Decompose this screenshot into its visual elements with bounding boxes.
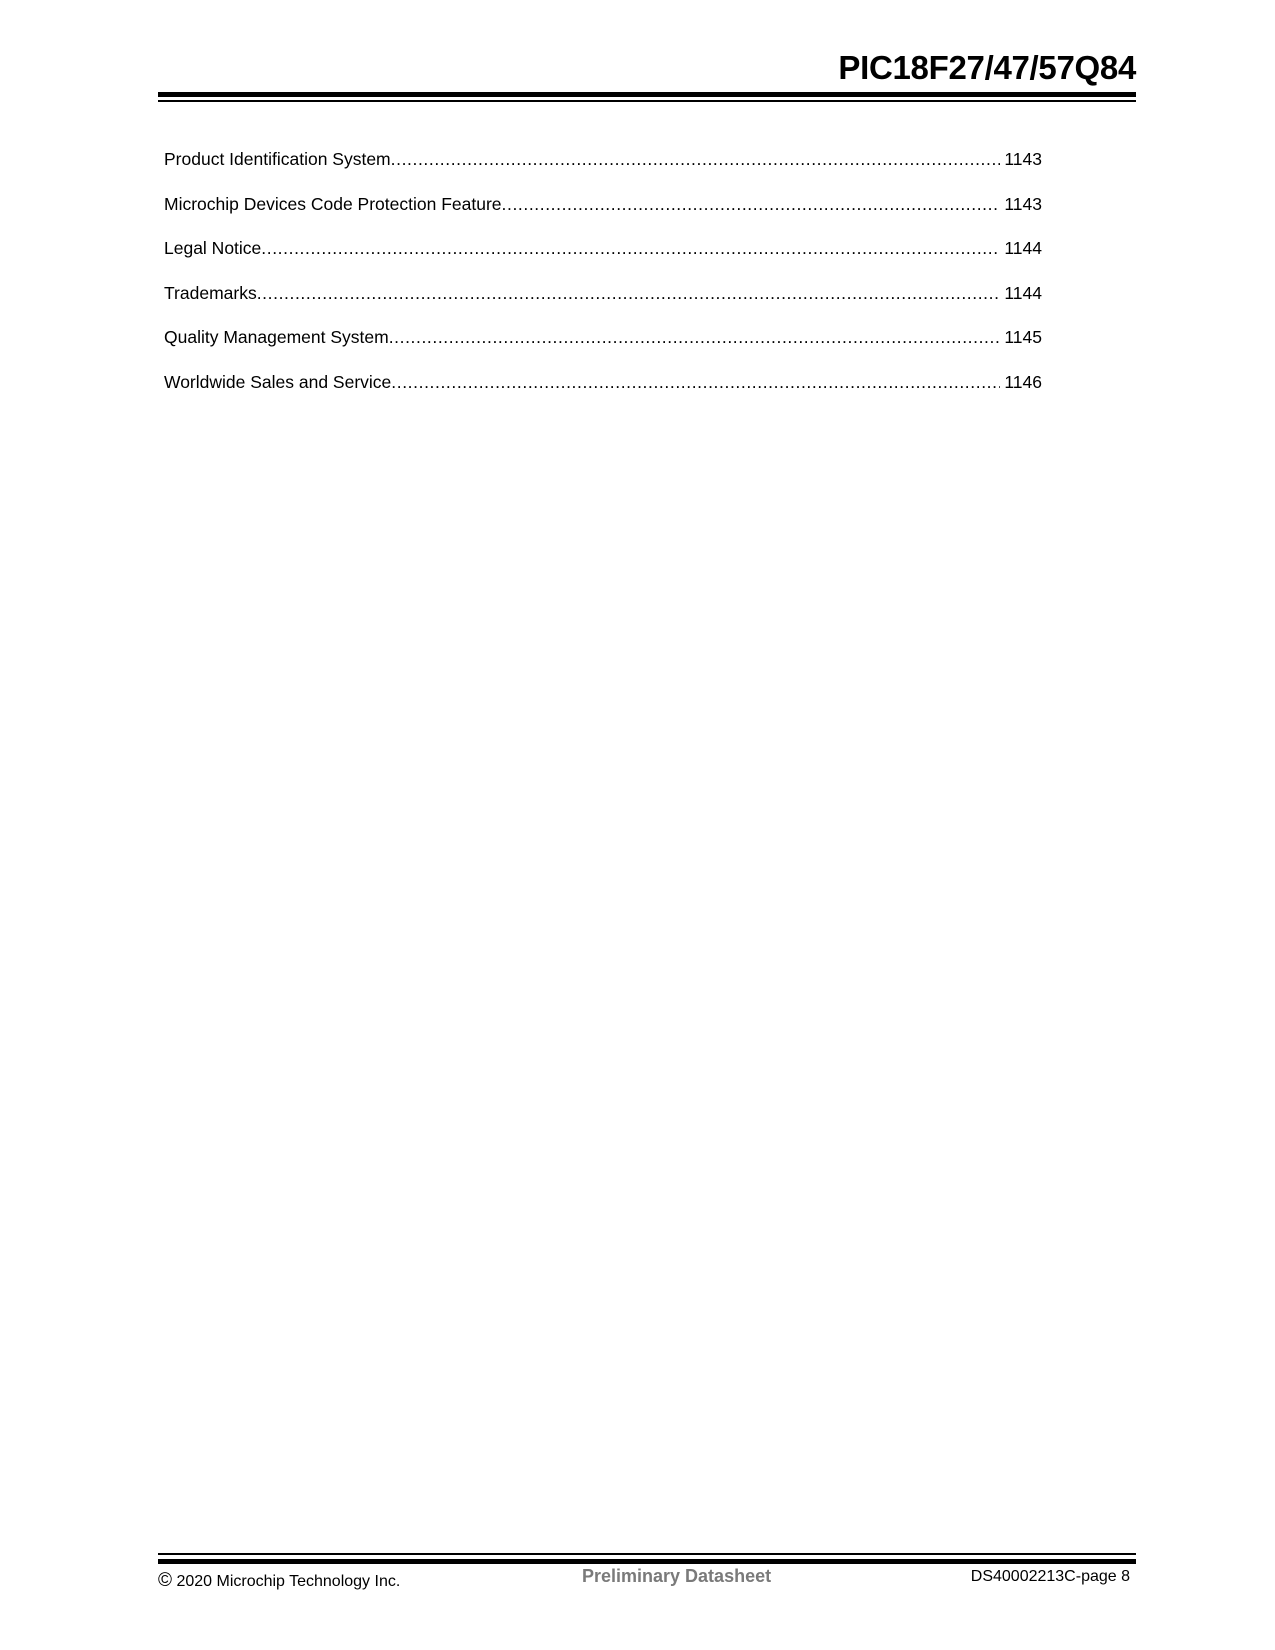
toc-dot-leader bbox=[502, 193, 1001, 215]
toc-entry[interactable] bbox=[164, 326, 1042, 371]
footer-page-number: DS40002213C-page 8 bbox=[970, 1568, 1130, 1585]
toc-entry-title: Product Identification System bbox=[164, 149, 391, 169]
table-of-contents bbox=[164, 148, 1042, 416]
toc-entry[interactable] bbox=[164, 148, 1042, 193]
toc-entry-page: 1144 bbox=[1004, 238, 1042, 259]
toc-entry-title: Microchip Devices Code Protection Feature bbox=[164, 193, 502, 214]
toc-dot-leader bbox=[391, 371, 1000, 393]
toc-entry-page: 1144 bbox=[1004, 282, 1042, 303]
toc-dot-leader bbox=[261, 237, 1000, 259]
toc-entry[interactable] bbox=[164, 371, 1042, 416]
toc-entry[interactable] bbox=[164, 193, 1042, 238]
toc-entry-page: 1143 bbox=[1004, 149, 1042, 169]
toc-entry-title: Worldwide Sales and Service bbox=[164, 371, 392, 392]
footer-rule-thin bbox=[158, 1553, 1136, 1555]
document-title: PIC18F27/47/57Q84 bbox=[838, 49, 1136, 86]
page-header bbox=[158, 48, 1136, 108]
toc-entry-page: 1143 bbox=[1004, 193, 1042, 214]
toc-dot-leader bbox=[389, 326, 1001, 348]
footer-copyright-text: 2020 Microchip Technology Inc. bbox=[176, 1573, 401, 1590]
toc-entry-page: 1145 bbox=[1004, 327, 1042, 348]
footer-copyright bbox=[158, 1570, 400, 1592]
toc-dot-leader bbox=[391, 148, 1001, 170]
toc-entry[interactable] bbox=[164, 282, 1042, 327]
toc-entry-title: Trademarks bbox=[164, 282, 257, 303]
copyright-icon: © bbox=[158, 1570, 172, 1591]
header-rule-thick bbox=[158, 92, 1136, 97]
footer-document-status: Preliminary Datasheet bbox=[582, 1566, 772, 1586]
page-footer bbox=[158, 1553, 1136, 1603]
toc-entry-title: Quality Management System bbox=[164, 327, 389, 348]
toc-entry-page: 1146 bbox=[1004, 371, 1042, 392]
header-rule-thin bbox=[158, 100, 1136, 102]
footer-rule-thick bbox=[158, 1559, 1136, 1564]
toc-entry[interactable] bbox=[164, 237, 1042, 282]
toc-entry-title: Legal Notice bbox=[164, 238, 262, 259]
toc-dot-leader bbox=[257, 282, 1001, 304]
